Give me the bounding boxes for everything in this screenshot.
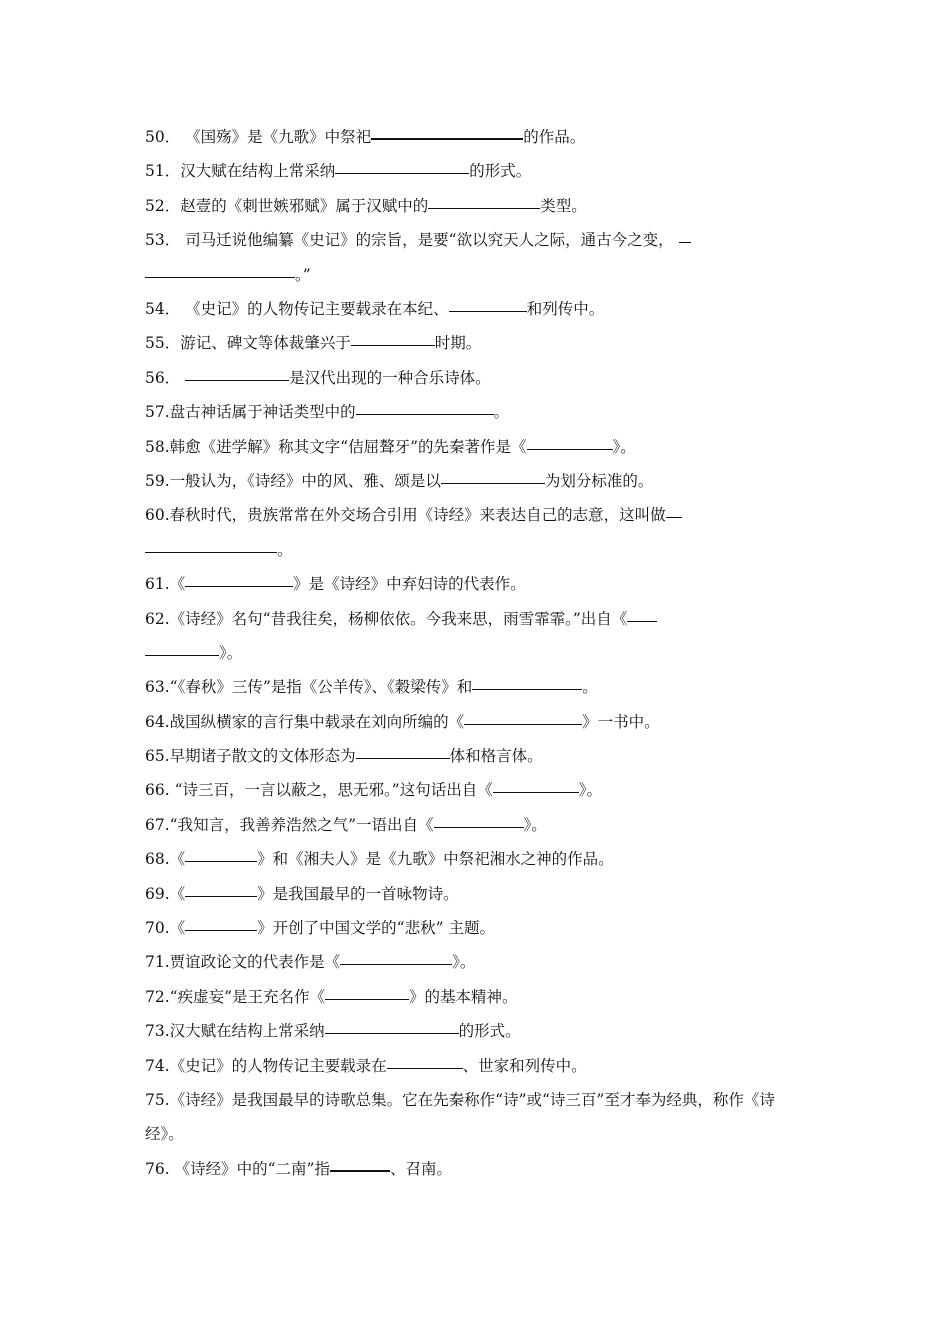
question-53: 53． 司马迁说他编纂《史记》的宗旨，是要“欲以究天人之际，通古今之变， 。” [145,223,810,292]
question-75: 75.《诗经》是我国最早的诗歌总集。它在先秦称作“诗”或“诗三百”至才奉为经典，称作《诗经》。 [145,1090,775,1144]
answer-blank[interactable] [340,963,452,965]
question-56: 56． 是汉代出现的一种合乐诗体。 [145,368,491,387]
answer-blank[interactable] [335,172,469,174]
question-72: 72.“疾虚妄”是王充名作《 》的基本精神。 [145,987,518,1006]
answer-blank[interactable] [185,860,257,862]
question-66: 66. “诗三百，一言以蔽之，思无邪。”这句话出自《 》。 [145,781,602,800]
answer-blank[interactable] [428,207,540,209]
question-67: 67.“我知言，我善养浩然之气”一语出自《 》。 [145,815,547,834]
answer-blank-continued[interactable] [145,276,295,278]
answer-blank[interactable] [325,1032,459,1034]
question-74: 74.《史记》的人物传记主要载录在 、世家和列传中。 [145,1056,587,1075]
question-61: 61.《 》是《诗经》中弃妇诗的代表作。 [145,575,526,594]
answer-blank[interactable] [356,757,450,759]
question-62: 62.《诗经》名句“昔我往矣，杨柳依依。今我来思，雨雪霏霏。”出自《 》。 [145,602,810,671]
answer-blank[interactable] [185,929,257,931]
answer-blank[interactable] [351,344,435,346]
answer-blank[interactable] [325,998,409,1000]
question-64: 64.战国纵横家的言行集中载录在刘向所编的《 》一书中。 [145,712,660,731]
question-58: 58.韩愈《进学解》称其文字“佶屈聱牙”的先秦著作是《 》。 [145,437,636,456]
answer-blank[interactable] [434,826,524,828]
question-51: 51．汉大赋在结构上常采纳 的形式。 [145,162,532,181]
answer-blank[interactable] [441,482,545,484]
question-57: 57.盘古神话属于神话类型中的 。 [145,403,510,422]
answer-blank[interactable] [449,310,527,312]
answer-blank[interactable] [185,379,289,381]
question-63: 63.“《春秋》三传”是指《公羊传》、《穀梁传》和 。 [145,678,598,697]
question-55: 55．游记、碑文等体裁肇兴于 时期。 [145,334,482,353]
answer-blank[interactable] [330,1169,390,1172]
answer-blank[interactable] [356,413,494,415]
answer-blank[interactable] [472,688,582,690]
answer-blank-continued[interactable] [145,654,219,656]
question-76: 76. 《诗经》中的“二南”指 、召南。 [145,1159,452,1178]
answer-blank[interactable] [387,1067,463,1069]
question-list [145,120,810,1186]
question-52: 52．赵壹的《刺世嫉邪赋》属于汉赋中的 类型。 [145,196,587,215]
question-59: 59.一般认为，《诗经》中的风、雅、颂是以 为划分标准的。 [145,471,654,490]
question-60: 60.春秋时代，贵族常常在外交场合引用《诗经》来表达自己的志意，这叫做 。 [145,498,810,567]
answer-blank-continued[interactable] [145,551,277,553]
answer-blank[interactable] [493,791,579,793]
question-70: 70.《 》开创了中国文学的“悲秋” 主题。 [145,919,495,938]
question-65: 65.早期诸子散文的文体形态为 体和格言体。 [145,747,543,766]
question-54: 54． 《史记》的人物传记主要载录在本纪、 和列传中。 [145,299,605,318]
answer-blank[interactable] [527,448,613,450]
question-50: 50． 《国殇》是《九歌》中祭祀 的作品。 [145,128,586,146]
question-73: 73.汉大赋在结构上常采纳 的形式。 [145,1022,521,1041]
answer-blank[interactable] [185,585,293,587]
answer-blank[interactable] [464,723,582,725]
answer-blank[interactable] [185,895,257,897]
answer-blank[interactable] [627,620,657,622]
answer-blank[interactable] [371,137,523,140]
question-69: 69.《 》是我国最早的一首咏物诗。 [145,884,459,903]
question-71: 71.贾谊政论文的代表作是《 》。 [145,953,476,972]
question-68: 68.《 》和《湘夫人》是《九歌》中祭祀湘水之神的作品。 [145,850,614,869]
answer-blank[interactable] [679,241,691,243]
answer-blank[interactable] [666,516,682,518]
